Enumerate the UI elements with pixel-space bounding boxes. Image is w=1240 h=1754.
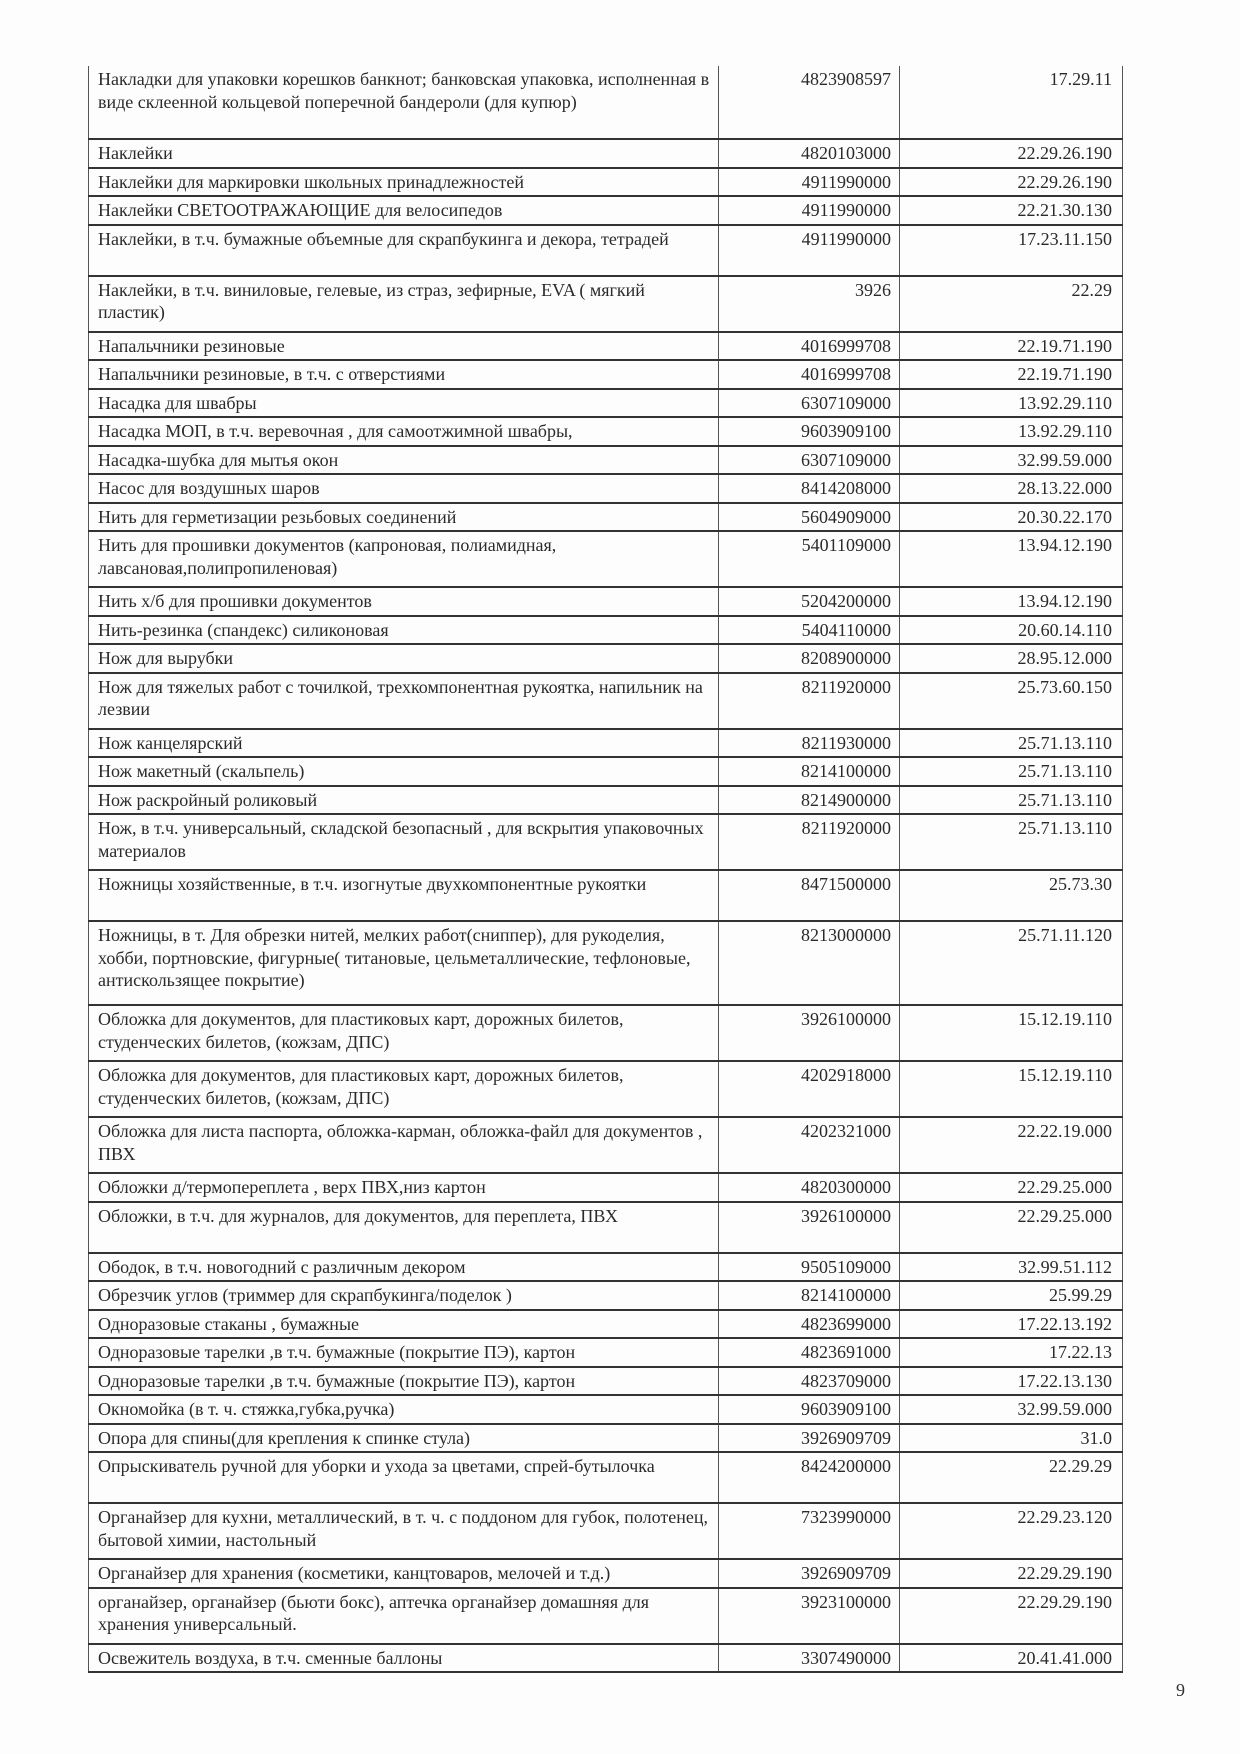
product-name-cell: Нож, в т.ч. универсальный, складской безопасный , для вскрытия упаковочных материалов bbox=[89, 814, 719, 870]
product-name-cell: Нож канцелярский bbox=[89, 729, 719, 758]
product-name-cell: Обложка для документов, для пластиковых карт, дорожных билетов, студенческих билетов, (кожзам, ДПС) bbox=[89, 1061, 719, 1117]
okpd2-code-cell: 22.22.19.000 bbox=[900, 1117, 1123, 1173]
okpd2-code-cell: 13.94.12.190 bbox=[900, 587, 1123, 616]
okpd2-code-cell: 31.0 bbox=[900, 1424, 1123, 1453]
okpd2-code-cell: 17.22.13.192 bbox=[900, 1310, 1123, 1339]
table-row bbox=[89, 139, 1123, 168]
product-name-cell: Ножницы хозяйственные, в т.ч. изогнутые двухкомпонентные рукоятки bbox=[89, 870, 719, 921]
okpd2-code-cell: 17.22.13 bbox=[900, 1338, 1123, 1367]
table-row bbox=[89, 531, 1123, 587]
tnved-code-cell: 8414208000 bbox=[719, 474, 900, 503]
okpd2-code-cell: 13.92.29.110 bbox=[900, 417, 1123, 446]
tnved-code-cell: 4823709000 bbox=[719, 1367, 900, 1396]
tnved-code-cell: 3926909709 bbox=[719, 1424, 900, 1453]
product-name-cell: Накладки для упаковки корешков банкнот; банковская упаковка, исполненная в виде склеенной кольцевой поперечной бандероли (для купюр) bbox=[89, 66, 719, 139]
table-row bbox=[89, 196, 1123, 225]
table-row bbox=[89, 587, 1123, 616]
tnved-code-cell: 5404110000 bbox=[719, 616, 900, 645]
table-row bbox=[89, 1367, 1123, 1396]
okpd2-code-cell: 22.29.29 bbox=[900, 1452, 1123, 1503]
table-row bbox=[89, 616, 1123, 645]
tnved-code-cell: 8214100000 bbox=[719, 1281, 900, 1310]
product-name-cell: Насос для воздушных шаров bbox=[89, 474, 719, 503]
okpd2-code-cell: 20.60.14.110 bbox=[900, 616, 1123, 645]
okpd2-code-cell: 15.12.19.110 bbox=[900, 1005, 1123, 1061]
tnved-code-cell: 4820103000 bbox=[719, 139, 900, 168]
table-row bbox=[89, 66, 1123, 139]
okpd2-code-cell: 32.99.59.000 bbox=[900, 1395, 1123, 1424]
product-name-cell: Освежитель воздуха, в т.ч. сменные баллоны bbox=[89, 1644, 719, 1673]
table-row bbox=[89, 1503, 1123, 1559]
okpd2-code-cell: 25.71.13.110 bbox=[900, 757, 1123, 786]
table-row bbox=[89, 474, 1123, 503]
table-row bbox=[89, 757, 1123, 786]
tnved-code-cell: 8471500000 bbox=[719, 870, 900, 921]
table-row bbox=[89, 332, 1123, 361]
tnved-code-cell: 4911990000 bbox=[719, 168, 900, 197]
tnved-code-cell: 9505109000 bbox=[719, 1253, 900, 1282]
okpd2-code-cell: 22.29.25.000 bbox=[900, 1173, 1123, 1202]
tnved-code-cell: 4202918000 bbox=[719, 1061, 900, 1117]
table-row bbox=[89, 1173, 1123, 1202]
tnved-code-cell: 3923100000 bbox=[719, 1588, 900, 1644]
okpd2-code-cell: 22.29.23.120 bbox=[900, 1503, 1123, 1559]
okpd2-code-cell: 28.95.12.000 bbox=[900, 644, 1123, 673]
okpd2-code-cell: 20.30.22.170 bbox=[900, 503, 1123, 532]
product-name-cell: Обложка для документов, для пластиковых карт, дорожных билетов, студенческих билетов, (кожзам, ДПС) bbox=[89, 1005, 719, 1061]
tnved-code-cell: 4911990000 bbox=[719, 196, 900, 225]
table-row bbox=[89, 1061, 1123, 1117]
tnved-code-cell: 8214100000 bbox=[719, 757, 900, 786]
table-row bbox=[89, 1253, 1123, 1282]
product-name-cell: Обложки, в т.ч. для журналов, для документов, для переплета, ПВХ bbox=[89, 1202, 719, 1253]
okpd2-code-cell: 25.71.13.110 bbox=[900, 786, 1123, 815]
okpd2-code-cell: 22.19.71.190 bbox=[900, 360, 1123, 389]
okpd2-code-cell: 15.12.19.110 bbox=[900, 1061, 1123, 1117]
table-row bbox=[89, 1117, 1123, 1173]
table-row bbox=[89, 1005, 1123, 1061]
tnved-code-cell: 8213000000 bbox=[719, 921, 900, 1005]
okpd2-code-cell: 22.29.29.190 bbox=[900, 1588, 1123, 1644]
okpd2-code-cell: 25.71.13.110 bbox=[900, 729, 1123, 758]
table-row bbox=[89, 225, 1123, 276]
okpd2-code-cell: 22.29 bbox=[900, 276, 1123, 332]
okpd2-code-cell: 22.19.71.190 bbox=[900, 332, 1123, 361]
goods-codes-table bbox=[88, 66, 1123, 1673]
product-name-cell: Насадка-шубка для мытья окон bbox=[89, 446, 719, 475]
okpd2-code-cell: 17.29.11 bbox=[900, 66, 1123, 139]
tnved-code-cell: 8211920000 bbox=[719, 673, 900, 729]
tnved-code-cell: 8211930000 bbox=[719, 729, 900, 758]
product-name-cell: Одноразовые тарелки ,в т.ч. бумажные (покрытие ПЭ), картон bbox=[89, 1367, 719, 1396]
okpd2-code-cell: 17.22.13.130 bbox=[900, 1367, 1123, 1396]
tnved-code-cell: 3926 bbox=[719, 276, 900, 332]
okpd2-code-cell: 22.29.29.190 bbox=[900, 1559, 1123, 1588]
product-name-cell: Обложки д/термопереплета , верх ПВХ,низ картон bbox=[89, 1173, 719, 1202]
table-row bbox=[89, 814, 1123, 870]
product-name-cell: Ножницы, в т. Для обрезки нитей, мелких работ(сниппер), для рукоделия, хобби, портновские, фигурные( титановые, цельметаллические, тефлоновые, антискользящее покрытие) bbox=[89, 921, 719, 1005]
tnved-code-cell: 9603909100 bbox=[719, 417, 900, 446]
product-name-cell: Опора для спины(для крепления к спинке стула) bbox=[89, 1424, 719, 1453]
tnved-code-cell: 5401109000 bbox=[719, 531, 900, 587]
table-row bbox=[89, 1644, 1123, 1673]
okpd2-code-cell: 22.21.30.130 bbox=[900, 196, 1123, 225]
table-row bbox=[89, 786, 1123, 815]
okpd2-code-cell: 25.99.29 bbox=[900, 1281, 1123, 1310]
table-row bbox=[89, 503, 1123, 532]
okpd2-code-cell: 25.73.60.150 bbox=[900, 673, 1123, 729]
table-row bbox=[89, 276, 1123, 332]
table-row bbox=[89, 1281, 1123, 1310]
product-name-cell: Нить для прошивки документов (капроновая, полиамидная, лавсановая,полипропиленовая) bbox=[89, 531, 719, 587]
product-name-cell: Нить х/б для прошивки документов bbox=[89, 587, 719, 616]
okpd2-code-cell: 25.71.11.120 bbox=[900, 921, 1123, 1005]
okpd2-code-cell: 32.99.51.112 bbox=[900, 1253, 1123, 1282]
okpd2-code-cell: 25.71.13.110 bbox=[900, 814, 1123, 870]
tnved-code-cell: 8424200000 bbox=[719, 1452, 900, 1503]
tnved-code-cell: 8214900000 bbox=[719, 786, 900, 815]
tnved-code-cell: 9603909100 bbox=[719, 1395, 900, 1424]
product-name-cell: органайзер, органайзер (бьюти бокс), аптечка органайзер домашняя для хранения универсальный. bbox=[89, 1588, 719, 1644]
product-name-cell: Напальчники резиновые, в т.ч. с отверстиями bbox=[89, 360, 719, 389]
okpd2-code-cell: 22.29.26.190 bbox=[900, 168, 1123, 197]
product-name-cell: Нож для вырубки bbox=[89, 644, 719, 673]
table-row bbox=[89, 673, 1123, 729]
okpd2-code-cell: 13.94.12.190 bbox=[900, 531, 1123, 587]
table-row bbox=[89, 1338, 1123, 1367]
table-row bbox=[89, 1424, 1123, 1453]
product-name-cell: Окномойка (в т. ч. стяжка,губка,ручка) bbox=[89, 1395, 719, 1424]
tnved-code-cell: 7323990000 bbox=[719, 1503, 900, 1559]
okpd2-code-cell: 28.13.22.000 bbox=[900, 474, 1123, 503]
product-name-cell: Наклейки, в т.ч. бумажные объемные для скрапбукинга и декора, тетрадей bbox=[89, 225, 719, 276]
tnved-code-cell: 5604909000 bbox=[719, 503, 900, 532]
product-name-cell: Нить-резинка (спандекс) силиконовая bbox=[89, 616, 719, 645]
tnved-code-cell: 5204200000 bbox=[719, 587, 900, 616]
tnved-code-cell: 4823691000 bbox=[719, 1338, 900, 1367]
okpd2-code-cell: 32.99.59.000 bbox=[900, 446, 1123, 475]
product-name-cell: Наклейки bbox=[89, 139, 719, 168]
product-name-cell: Насадка МОП, в т.ч. веревочная , для самоотжимной швабры, bbox=[89, 417, 719, 446]
product-name-cell: Обложка для листа паспорта, обложка-карман, обложка-файл для документов , ПВХ bbox=[89, 1117, 719, 1173]
product-name-cell: Органайзер для хранения (косметики, канцтоваров, мелочей и т.д.) bbox=[89, 1559, 719, 1588]
product-name-cell: Наклейки для маркировки школьных принадлежностей bbox=[89, 168, 719, 197]
okpd2-code-cell: 20.41.41.000 bbox=[900, 1644, 1123, 1673]
product-name-cell: Нож раскройный роликовый bbox=[89, 786, 719, 815]
tnved-code-cell: 4911990000 bbox=[719, 225, 900, 276]
tnved-code-cell: 3926100000 bbox=[719, 1202, 900, 1253]
product-name-cell: Наклейки СВЕТООТРАЖАЮЩИЕ для велосипедов bbox=[89, 196, 719, 225]
tnved-code-cell: 4823908597 bbox=[719, 66, 900, 139]
tnved-code-cell: 6307109000 bbox=[719, 446, 900, 475]
product-name-cell: Одноразовые тарелки ,в т.ч. бумажные (покрытие ПЭ), картон bbox=[89, 1338, 719, 1367]
table-row bbox=[89, 1202, 1123, 1253]
table-row bbox=[89, 168, 1123, 197]
table-row bbox=[89, 870, 1123, 921]
tnved-code-cell: 4820300000 bbox=[719, 1173, 900, 1202]
product-name-cell: Органайзер для кухни, металлический, в т. ч. с поддоном для губок, полотенец, бытовой химии, настольный bbox=[89, 1503, 719, 1559]
table-row bbox=[89, 1310, 1123, 1339]
okpd2-code-cell: 25.73.30 bbox=[900, 870, 1123, 921]
product-name-cell: Нить для герметизации резьбовых соединений bbox=[89, 503, 719, 532]
okpd2-code-cell: 22.29.26.190 bbox=[900, 139, 1123, 168]
table-row bbox=[89, 360, 1123, 389]
tnved-code-cell: 8211920000 bbox=[719, 814, 900, 870]
table-row bbox=[89, 1452, 1123, 1503]
product-name-cell: Нож для тяжелых работ с точилкой, трехкомпонентная рукоятка, напильник на лезвии bbox=[89, 673, 719, 729]
tnved-code-cell: 3926909709 bbox=[719, 1559, 900, 1588]
table-row bbox=[89, 644, 1123, 673]
product-name-cell: Обрезчик углов (триммер для скрапбукинга/поделок ) bbox=[89, 1281, 719, 1310]
product-name-cell: Ободок, в т.ч. новогодний с различным декором bbox=[89, 1253, 719, 1282]
tnved-code-cell: 3307490000 bbox=[719, 1644, 900, 1673]
table-row bbox=[89, 1559, 1123, 1588]
okpd2-code-cell: 13.92.29.110 bbox=[900, 389, 1123, 418]
okpd2-code-cell: 17.23.11.150 bbox=[900, 225, 1123, 276]
table-row bbox=[89, 417, 1123, 446]
product-name-cell: Насадка для швабры bbox=[89, 389, 719, 418]
tnved-code-cell: 3926100000 bbox=[719, 1005, 900, 1061]
page-number: 9 bbox=[1176, 1680, 1185, 1700]
tnved-code-cell: 8208900000 bbox=[719, 644, 900, 673]
tnved-code-cell: 4016999708 bbox=[719, 332, 900, 361]
table-row bbox=[89, 921, 1123, 1005]
table-row bbox=[89, 446, 1123, 475]
product-name-cell: Опрыскиватель ручной для уборки и ухода за цветами, спрей-бутылочка bbox=[89, 1452, 719, 1503]
okpd2-code-cell: 22.29.25.000 bbox=[900, 1202, 1123, 1253]
tnved-code-cell: 6307109000 bbox=[719, 389, 900, 418]
table-body bbox=[89, 66, 1123, 1672]
product-name-cell: Одноразовые стаканы , бумажные bbox=[89, 1310, 719, 1339]
table-row bbox=[89, 729, 1123, 758]
tnved-code-cell: 4016999708 bbox=[719, 360, 900, 389]
tnved-code-cell: 4202321000 bbox=[719, 1117, 900, 1173]
table-row bbox=[89, 1588, 1123, 1644]
tnved-code-cell: 4823699000 bbox=[719, 1310, 900, 1339]
product-name-cell: Напальчники резиновые bbox=[89, 332, 719, 361]
product-name-cell: Наклейки, в т.ч. виниловые, гелевые, из страз, зефирные, EVA ( мягкий пластик) bbox=[89, 276, 719, 332]
product-name-cell: Нож макетный (скальпель) bbox=[89, 757, 719, 786]
table-row bbox=[89, 389, 1123, 418]
table-row bbox=[89, 1395, 1123, 1424]
